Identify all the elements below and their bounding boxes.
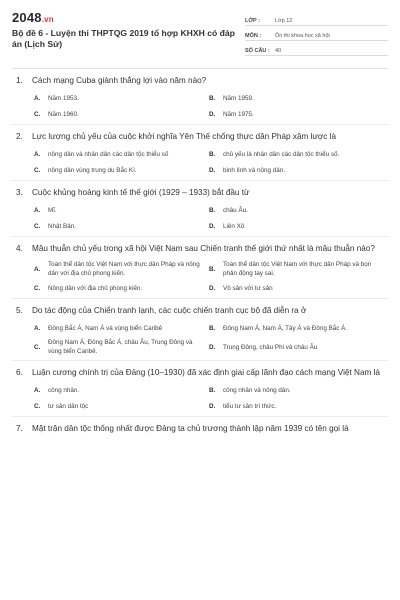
question-item	[12, 181, 388, 237]
brand-block	[12, 10, 237, 68]
answer-option[interactable]	[34, 164, 209, 180]
option-letter: B.	[209, 150, 216, 158]
option-letter: C.	[34, 402, 41, 410]
answer-options	[16, 384, 384, 416]
meta-label: LỚP :	[245, 18, 260, 24]
answer-option[interactable]	[209, 400, 384, 416]
option-letter: A.	[34, 94, 41, 102]
answer-options	[16, 322, 384, 360]
option-text: Nhật Bản.	[48, 222, 77, 230]
option-letter: B.	[209, 324, 216, 332]
option-text: châu Âu.	[223, 206, 248, 214]
meta-label: SỐ CÂU :	[245, 48, 270, 54]
answer-option[interactable]	[34, 338, 209, 360]
option-text: Mĩ.	[48, 206, 57, 214]
answer-options	[16, 260, 384, 298]
option-text: Đông Nam Á, Nam Á, Tây Á và Đông Bắc Á.	[223, 324, 348, 332]
question-list	[12, 69, 388, 434]
answer-options	[16, 92, 384, 124]
question-number: 6.	[16, 368, 23, 377]
option-letter: A.	[34, 150, 41, 158]
meta-row-count	[245, 44, 388, 56]
answer-options	[16, 148, 384, 180]
answer-option[interactable]	[34, 108, 209, 124]
answer-option[interactable]	[209, 384, 384, 400]
option-text: Toàn thể dân tộc Việt Nam với thực dân Pháp và nông dân với địa chủ phong kiến.	[48, 261, 200, 277]
question-number: 5.	[16, 306, 23, 315]
option-letter: A.	[34, 386, 41, 394]
meta-value: Ôn thi khoa học xã hội	[275, 33, 330, 39]
answer-option[interactable]	[34, 384, 209, 400]
answer-option[interactable]	[209, 204, 384, 220]
question-stem	[16, 187, 384, 198]
option-text: tư sản dân tộc	[48, 402, 89, 410]
answer-option[interactable]	[209, 164, 384, 180]
question-text: Luận cương chính trị của Đảng (10–1930) đã xác định giai cấp lãnh đạo cách mạng Việt Nam là	[32, 368, 380, 377]
option-letter: A.	[34, 206, 41, 214]
option-letter: B.	[209, 386, 216, 394]
document-title: Bộ đề 6 - Luyện thi THPTQG 2019 tổ hợp KHXH có đáp án (Lịch Sử)	[12, 28, 235, 49]
answer-option[interactable]	[34, 400, 209, 416]
question-stem	[16, 75, 384, 86]
option-letter: A.	[34, 265, 41, 273]
question-number: 1.	[16, 76, 23, 85]
option-text: binh lính và nông dân.	[223, 166, 285, 174]
option-letter: B.	[209, 206, 216, 214]
question-text: Mâu thuẫn chủ yếu trong xã hội Việt Nam sau Chiến tranh thế giới thứ nhất là mâu thuẫn nào?	[32, 244, 375, 253]
option-letter: D.	[209, 343, 216, 351]
question-item	[12, 417, 388, 434]
option-letter: D.	[209, 222, 216, 230]
option-text: chủ yếu là nhân dân các dân tộc thiểu số.	[223, 150, 340, 158]
option-text: Đông Nam Á, Đông Bắc Á, châu Âu, Trung Đông và vùng biển Caribê.	[48, 339, 193, 355]
question-stem	[16, 305, 384, 316]
answer-option[interactable]	[34, 282, 209, 298]
question-item	[12, 237, 388, 299]
question-text: Do tác động của Chiến tranh lạnh, các cuộc chiến tranh cục bộ đã diễn ra ở	[32, 306, 307, 315]
meta-value: 40	[275, 48, 282, 54]
question-item	[12, 69, 388, 125]
option-text: Năm 1953.	[48, 94, 79, 102]
question-number: 4.	[16, 244, 23, 253]
option-text: Đông Bắc Á, Nam Á và vùng biển Caribê	[48, 324, 163, 332]
meta-row-subject	[245, 29, 388, 41]
answer-option[interactable]	[209, 108, 384, 124]
answer-options	[16, 204, 384, 236]
answer-option[interactable]	[209, 220, 384, 236]
meta-row-class	[245, 14, 388, 26]
question-stem	[16, 131, 384, 142]
option-letter: B.	[209, 94, 216, 102]
question-text: Mặt trận dân tộc thống nhất được Đảng ta chủ trương thành lập năm 1939 có tên gọi là	[32, 424, 349, 433]
answer-option[interactable]	[34, 220, 209, 236]
option-letter: D.	[209, 402, 216, 410]
option-text: Năm 1959.	[223, 94, 254, 102]
question-item	[12, 125, 388, 181]
question-item	[12, 299, 388, 361]
option-letter: A.	[34, 324, 41, 332]
option-letter: D.	[209, 110, 216, 118]
meta-label: MÔN :	[245, 33, 262, 39]
option-text: Vô sản với tư sản	[223, 284, 273, 292]
option-text: nông dân và nhân dân các dân tộc thiểu số	[48, 150, 169, 158]
answer-option[interactable]	[209, 260, 384, 282]
question-number: 2.	[16, 132, 23, 141]
answer-option[interactable]	[34, 92, 209, 108]
question-text: Cuộc khủng hoảng kinh tế thế giới (1929 – 1933) bắt đầu từ	[32, 188, 250, 197]
document-header	[12, 0, 388, 68]
option-text: Năm 1975.	[223, 110, 254, 118]
logo-main: 2048	[12, 10, 42, 25]
option-text: tiểu tư sản trí thức.	[223, 402, 277, 410]
answer-option[interactable]	[34, 148, 209, 164]
question-number: 7.	[16, 424, 23, 433]
meta-value: Lớp 12	[275, 18, 293, 24]
option-letter: C.	[34, 166, 41, 174]
option-text: Trung Đông, châu Phi và châu Âu	[223, 343, 318, 351]
option-text: Toàn thể dân tộc Việt Nam với thực dân Pháp và bọn phản động tay sai.	[223, 261, 372, 277]
answer-option[interactable]	[34, 204, 209, 220]
meta-info	[245, 10, 388, 68]
question-stem	[16, 367, 384, 378]
option-letter: D.	[209, 166, 216, 174]
answer-option[interactable]	[209, 282, 384, 298]
option-text: Nông dân với địa chủ phong kiến.	[48, 284, 143, 292]
answer-option[interactable]	[209, 338, 384, 360]
option-letter: C.	[34, 222, 41, 230]
option-letter: C.	[34, 343, 41, 351]
option-text: công nhân và nông dân.	[223, 386, 291, 394]
question-text: Cách mạng Cuba giành thắng lợi vào năm nào?	[32, 76, 207, 85]
option-text: công nhân.	[48, 386, 80, 394]
answer-option[interactable]	[34, 260, 209, 282]
answer-option[interactable]	[209, 148, 384, 164]
question-stem	[16, 423, 384, 434]
logo-suffix: .vn	[41, 15, 54, 24]
answer-option[interactable]	[34, 322, 209, 338]
answer-option[interactable]	[209, 92, 384, 108]
question-text: Lực lượng chủ yếu của cuộc khởi nghĩa Yên Thế chống thực dân Pháp xâm lược là	[32, 132, 336, 141]
option-text: nông dân vùng trung du Bắc Kì.	[48, 166, 137, 174]
option-letter: B.	[209, 265, 216, 273]
option-text: Liên Xô	[223, 222, 245, 230]
site-logo[interactable]	[12, 10, 237, 25]
question-stem	[16, 243, 384, 254]
answer-option[interactable]	[209, 322, 384, 338]
option-letter: D.	[209, 284, 216, 292]
option-letter: C.	[34, 110, 41, 118]
option-letter: C.	[34, 284, 41, 292]
question-number: 3.	[16, 188, 23, 197]
option-text: Năm 1960.	[48, 110, 79, 118]
question-item	[12, 361, 388, 417]
